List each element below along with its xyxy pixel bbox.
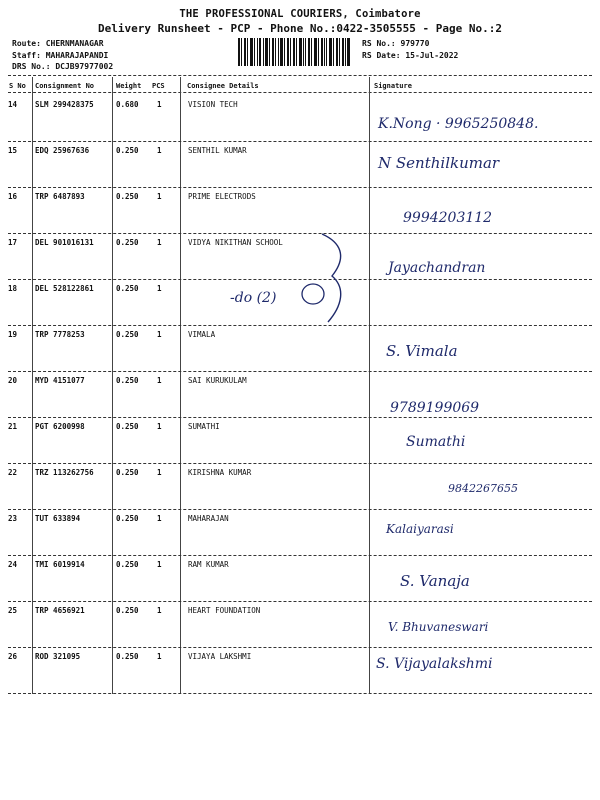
ditto-bracket bbox=[318, 232, 358, 324]
row-consignment: PGT 6200998 bbox=[35, 422, 85, 431]
circle-mark bbox=[300, 282, 326, 306]
row-pcs: 1 bbox=[157, 100, 162, 109]
row-consignment: TRP 7778253 bbox=[35, 330, 85, 339]
row-weight: 0.250 bbox=[116, 514, 139, 523]
table-row bbox=[8, 188, 592, 234]
row-sno: 19 bbox=[8, 330, 18, 339]
signature: K.Nong · 9965250848. bbox=[378, 116, 539, 132]
row-consignee: HEART FOUNDATION bbox=[188, 606, 261, 615]
row-consignment: ROD 321095 bbox=[35, 652, 81, 661]
row-consignee: SUMATHI bbox=[188, 422, 220, 431]
row-consignee: VIDYA NIKITHAN SCHOOL bbox=[188, 238, 283, 247]
table-row bbox=[8, 464, 592, 510]
row-sno: 15 bbox=[8, 146, 18, 155]
row-sno: 26 bbox=[8, 652, 18, 661]
col-pcs: PCS bbox=[152, 82, 165, 90]
row-pcs: 1 bbox=[157, 376, 162, 385]
staff-text: Staff: MAHARAJAPANDI bbox=[12, 50, 109, 60]
row-consignee: RAM KUMAR bbox=[188, 560, 229, 569]
row-weight: 0.250 bbox=[116, 192, 139, 201]
header-divider bbox=[8, 75, 592, 76]
table-row bbox=[8, 602, 592, 648]
row-consignment: DEL 901016131 bbox=[35, 238, 94, 247]
row-sno: 21 bbox=[8, 422, 18, 431]
signature: S. Vimala bbox=[386, 342, 458, 360]
row-pcs: 1 bbox=[157, 606, 162, 615]
table-row bbox=[8, 234, 592, 280]
rs-number: RS No.: 979770 bbox=[362, 39, 430, 48]
table-row bbox=[8, 418, 592, 464]
signature: 9789199069 bbox=[390, 400, 480, 416]
row-sno: 14 bbox=[8, 100, 18, 109]
table-row bbox=[8, 556, 592, 602]
row-pcs: 1 bbox=[157, 192, 162, 201]
signature: 9994203112 bbox=[403, 210, 493, 226]
signature: S. Vanaja bbox=[400, 572, 470, 590]
row-weight: 0.250 bbox=[116, 652, 139, 661]
row-pcs: 1 bbox=[157, 238, 162, 247]
table-row bbox=[8, 142, 592, 188]
row-consignment: DEL 528122861 bbox=[35, 284, 94, 293]
row-pcs: 1 bbox=[157, 560, 162, 569]
row-weight: 0.680 bbox=[116, 100, 139, 109]
row-sno: 23 bbox=[8, 514, 18, 523]
rs-date: RS Date: 15-Jul-2022 bbox=[362, 50, 459, 60]
row-consignee: MAHARAJAN bbox=[188, 514, 229, 523]
row-consignment: EDQ 25967636 bbox=[35, 146, 90, 155]
row-consignee: SAI KURUKULAM bbox=[188, 376, 247, 385]
table-row bbox=[8, 648, 592, 694]
row-weight: 0.250 bbox=[116, 146, 139, 155]
table-row bbox=[8, 510, 592, 556]
row-consignee: VISION TECH bbox=[188, 100, 238, 109]
row-consignment: TRP 4656921 bbox=[35, 606, 85, 615]
row-weight: 0.250 bbox=[116, 330, 139, 339]
col-sno: S No bbox=[9, 82, 26, 90]
col-signature: Signature bbox=[374, 82, 412, 90]
row-pcs: 1 bbox=[157, 330, 162, 339]
row-weight: 0.250 bbox=[116, 560, 139, 569]
row-consignment: TRZ 113262756 bbox=[35, 468, 94, 477]
signature: Jayachandran bbox=[388, 260, 486, 276]
table-row bbox=[8, 326, 592, 372]
row-sno: 17 bbox=[8, 238, 18, 247]
row-sno: 22 bbox=[8, 468, 18, 477]
row-consignee: KIRISHNA KUMAR bbox=[188, 468, 252, 477]
row-pcs: 1 bbox=[157, 146, 162, 155]
row-consignee: SENTHIL KUMAR bbox=[188, 146, 247, 155]
col-weight: Weight bbox=[116, 82, 142, 90]
col-consignment: Consignment No bbox=[35, 82, 95, 90]
table-row bbox=[8, 372, 592, 418]
signature: V. Bhuvaneswari bbox=[388, 620, 489, 634]
row-consignment: TMI 6019914 bbox=[35, 560, 85, 569]
row-pcs: 1 bbox=[157, 468, 162, 477]
row-consignee: PRIME ELECTRODS bbox=[188, 192, 256, 201]
route-text: Route: CHERNMANAGAR bbox=[12, 39, 104, 48]
row-consignee: VIMALA bbox=[188, 330, 216, 339]
row-weight: 0.250 bbox=[116, 422, 139, 431]
signature: -do (2) bbox=[230, 290, 277, 306]
rs-block bbox=[362, 38, 458, 61]
signature: Sumathi bbox=[406, 434, 466, 450]
row-sno: 24 bbox=[8, 560, 18, 569]
row-consignee: VIJAYA LAKSHMI bbox=[188, 652, 252, 661]
row-pcs: 1 bbox=[157, 514, 162, 523]
row-divider bbox=[8, 693, 592, 694]
row-weight: 0.250 bbox=[116, 468, 139, 477]
col-consignee: Consignee Details bbox=[187, 82, 259, 90]
row-sno: 16 bbox=[8, 192, 18, 201]
row-sno: 20 bbox=[8, 376, 18, 385]
row-weight: 0.250 bbox=[116, 238, 139, 247]
row-consignment: TRP 6487893 bbox=[35, 192, 85, 201]
signature: 9842267655 bbox=[448, 482, 518, 495]
drs-number: DRS No.: DCJB97977002 bbox=[12, 62, 114, 71]
row-consignment: SLM 299428375 bbox=[35, 100, 94, 109]
row-weight: 0.250 bbox=[116, 284, 139, 293]
row-weight: 0.250 bbox=[116, 376, 139, 385]
signature: S. Vijayalakshmi bbox=[376, 656, 493, 672]
row-pcs: 1 bbox=[157, 652, 162, 661]
barcode bbox=[238, 38, 350, 66]
row-sno: 18 bbox=[8, 284, 18, 293]
runsheet-subtitle: Delivery Runsheet - PCP - Phone No.:0422-3505555 - Page No.:2 bbox=[98, 22, 502, 35]
row-weight: 0.250 bbox=[116, 606, 139, 615]
signature: Kalaiyarasi bbox=[386, 522, 454, 536]
row-consignment: MYD 4151077 bbox=[35, 376, 85, 385]
row-consignment: TUT 633894 bbox=[35, 514, 81, 523]
route-block bbox=[12, 38, 113, 73]
company-title: THE PROFESSIONAL COURIERS, Coimbatore bbox=[179, 8, 421, 20]
table-row bbox=[8, 96, 592, 142]
column-header-divider bbox=[8, 92, 592, 93]
row-pcs: 1 bbox=[157, 284, 162, 293]
row-pcs: 1 bbox=[157, 422, 162, 431]
signature: N Senthilkumar bbox=[378, 154, 500, 172]
row-sno: 25 bbox=[8, 606, 18, 615]
